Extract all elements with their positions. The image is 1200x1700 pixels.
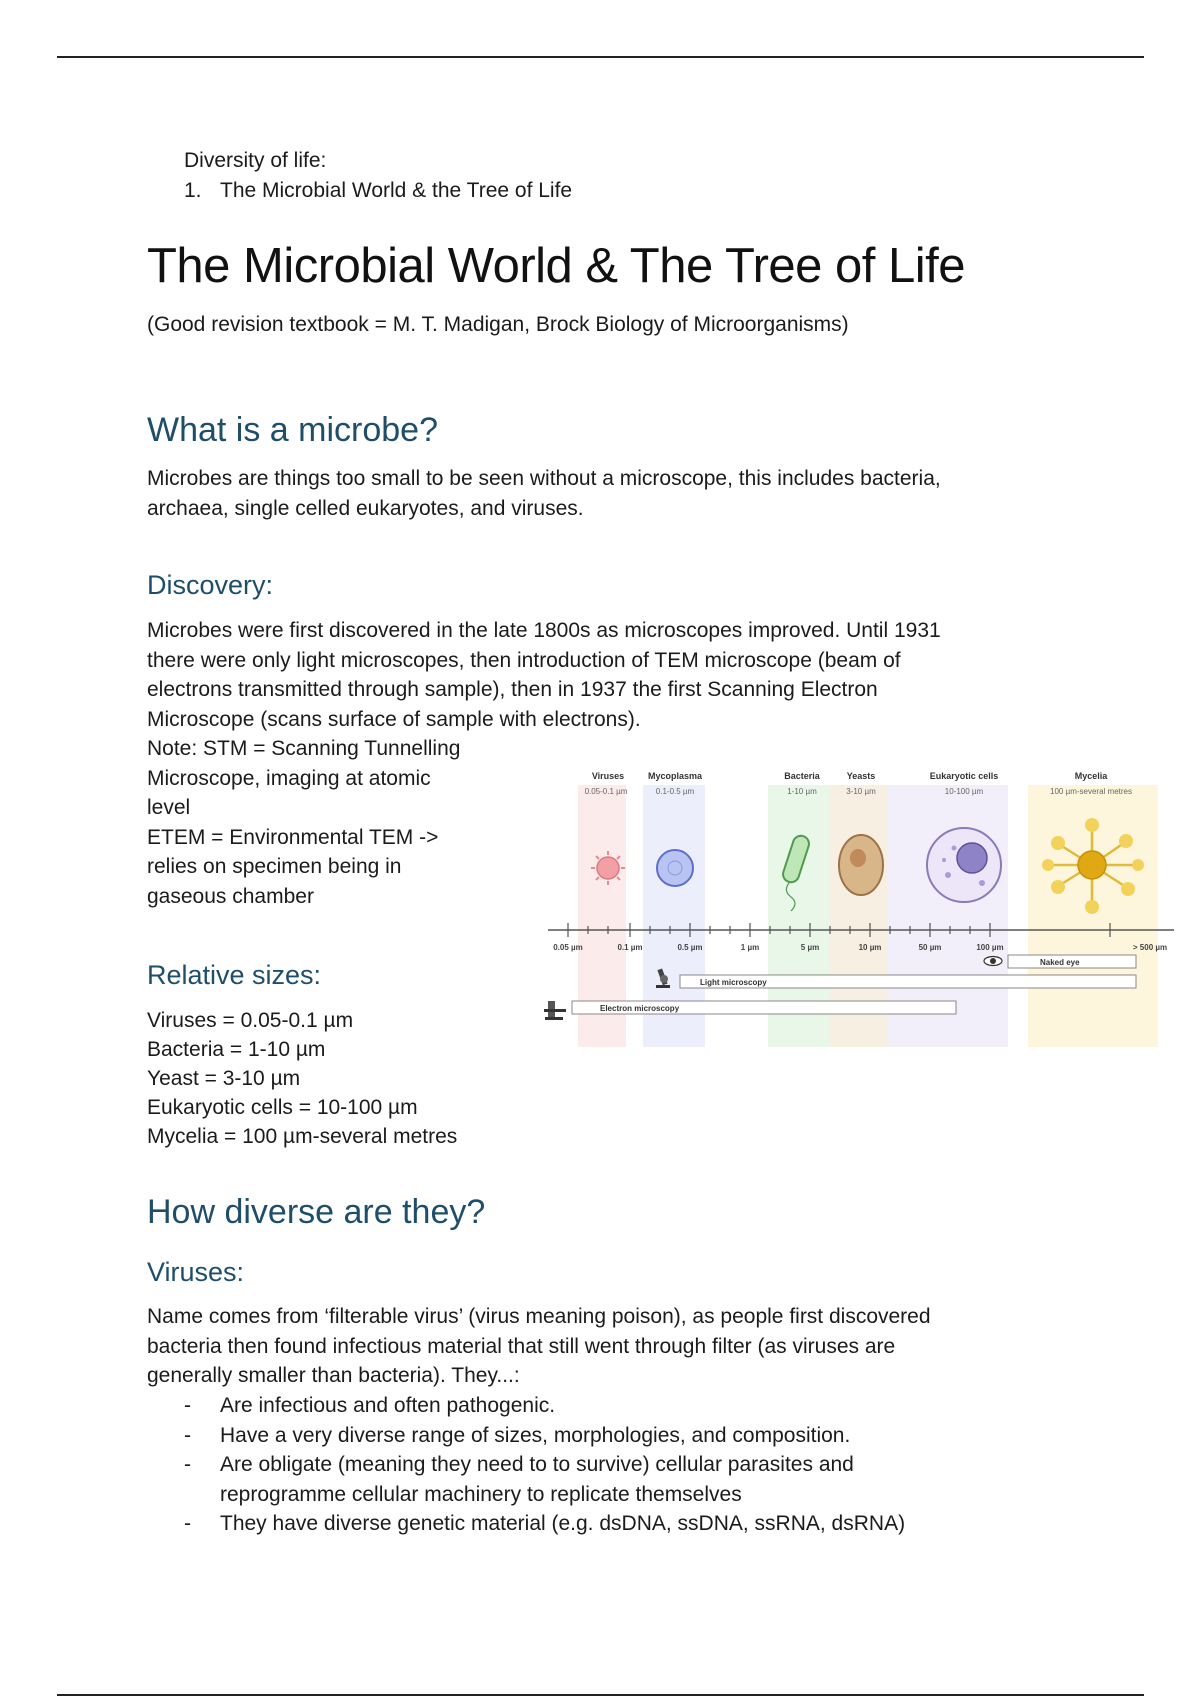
organism-range: 0.1-0.5 µm: [655, 787, 695, 796]
bullet-marker: -: [184, 1423, 191, 1447]
list-item: Bacteria = 1-10 µm: [147, 1038, 326, 1061]
discovery-note: [147, 734, 492, 911]
text-line: Microbes are things too small to be seen without a microscope, this includes bacteria,: [147, 467, 941, 490]
organism-label: Mycelia: [1074, 771, 1108, 781]
top-rule: [57, 56, 1144, 58]
bullet-marker: -: [184, 1453, 191, 1476]
text-line: archaea, single celled eukaryotes, and viruses.: [147, 496, 584, 520]
axis-tick-label: 100 µm: [976, 943, 1004, 952]
text-line: gaseous chamber: [147, 884, 314, 908]
bullet-marker: -: [184, 1394, 191, 1417]
bullet-text: They have diverse genetic material (e.g. dsDNA, ssDNA, ssRNA, dsRNA): [220, 1512, 906, 1535]
subtitle: (Good revision textbook = M. T. Madigan, Brock Biology of Microorganisms): [147, 313, 849, 336]
organism-range: 100 µm-several metres: [1050, 787, 1132, 796]
heading-discovery: Discovery:: [147, 570, 274, 600]
axis-tick-label: 0.5 µm: [677, 943, 703, 952]
table-of-contents: [184, 146, 572, 206]
text-line: electrons transmitted through sample), then in 1937 the first Scanning Electron: [147, 678, 878, 701]
toc-heading: Diversity of life:: [184, 149, 327, 172]
toc-item-number: 1.: [184, 179, 202, 202]
relative-sizes-list: [147, 1006, 457, 1151]
axis-tick-label: 10 µm: [858, 943, 882, 952]
bullet-text: Are obligate (meaning they need to to survive) cellular parasites and reprogramme cellular machinery to replicate themselves: [220, 1453, 854, 1506]
axis-tick-label: 0.1 µm: [617, 943, 643, 952]
organism-label: Viruses: [591, 771, 625, 781]
microbe-definition: [147, 464, 941, 523]
text-line: level: [147, 796, 191, 819]
heading-viruses: Viruses:: [147, 1257, 245, 1287]
viruses-paragraph: [147, 1302, 931, 1391]
discovery-paragraph: [147, 616, 941, 734]
heading-what-is-microbe: What is a microbe?: [147, 411, 438, 449]
bullet-text: Have a very diverse range of sizes, morphologies, and composition.: [220, 1423, 851, 1447]
text-line: there were only light microscopes, then introduction of TEM microscope (beam of: [147, 648, 901, 672]
text-line: Name comes from ‘filterable virus’ (virus meaning poison), as people first discovered: [147, 1305, 931, 1328]
axis-tick-label: 50 µm: [918, 943, 942, 952]
mycoplasma-illustration: [657, 850, 693, 886]
toc-item-label: The Microbial World & the Tree of Life: [220, 179, 573, 202]
text-line: Microscope, imaging at atomic: [147, 766, 431, 790]
text-line: Microbes were first discovered in the late 1800s as microscopes improved. Until 1931: [147, 619, 941, 642]
text-line: generally smaller than bacteria). They...:: [147, 1364, 520, 1387]
bottom-rule: [57, 1694, 1144, 1696]
organism-label: Yeasts: [846, 771, 876, 781]
text-line: Microscope (scans surface of sample with electrons).: [147, 707, 641, 731]
bullet-text: Are infectious and often pathogenic.: [220, 1394, 556, 1417]
list-item: Yeast = 3-10 µm: [147, 1067, 301, 1090]
viruses-bullet-list: [184, 1391, 1024, 1539]
range-label: Light microscopy: [700, 978, 767, 987]
text-line: bacteria then found infectious material that still went through filter (as viruses are: [147, 1334, 896, 1358]
organism-range: 0.05-0.1 µm: [584, 787, 628, 796]
axis-tick-label: 1 µm: [740, 943, 760, 952]
page-title: The Microbial World & The Tree of Life: [147, 239, 965, 293]
organism-label: Mycoplasma: [647, 771, 703, 781]
text-line: Note: STM = Scanning Tunnelling: [147, 737, 461, 760]
text-line: relies on specimen being in: [147, 855, 402, 878]
list-item: [184, 1450, 940, 1509]
list-item: Eukaryotic cells = 10-100 µm: [147, 1096, 418, 1119]
toc-item[interactable]: [184, 176, 572, 206]
organism-label: Bacteria: [784, 771, 820, 781]
heading-relative-sizes: Relative sizes:: [147, 960, 322, 990]
electron-microscope-icon: [544, 1001, 566, 1020]
eukaryotic-cell-illustration: [927, 828, 1001, 902]
list-item: Viruses = 0.05-0.1 µm: [147, 1009, 354, 1032]
list-item: [184, 1391, 1024, 1421]
range-label: Electron microscopy: [600, 1004, 680, 1013]
range-label: Naked eye: [1040, 958, 1080, 967]
list-item: [184, 1509, 1024, 1539]
organism-range: 3-10 µm: [846, 787, 876, 796]
axis-tick-label: > 500 µm: [1132, 943, 1168, 952]
organism-label: Eukaryotic cells: [929, 771, 999, 781]
organism-range: 10-100 µm: [944, 787, 984, 796]
yeast-illustration: [839, 835, 883, 895]
heading-how-diverse: How diverse are they?: [147, 1193, 486, 1231]
list-item: Mycelia = 100 µm-several metres: [147, 1125, 458, 1148]
text-line: ETEM = Environmental TEM ->: [147, 825, 439, 849]
axis-tick-label: 0.05 µm: [553, 943, 583, 952]
axis-tick-label: 5 µm: [800, 943, 820, 952]
organism-range: 1-10 µm: [787, 787, 817, 796]
eye-icon: [984, 957, 1002, 966]
list-item: [184, 1421, 1024, 1451]
relative-size-figure: [540, 755, 1180, 1055]
bullet-marker: -: [184, 1512, 191, 1535]
